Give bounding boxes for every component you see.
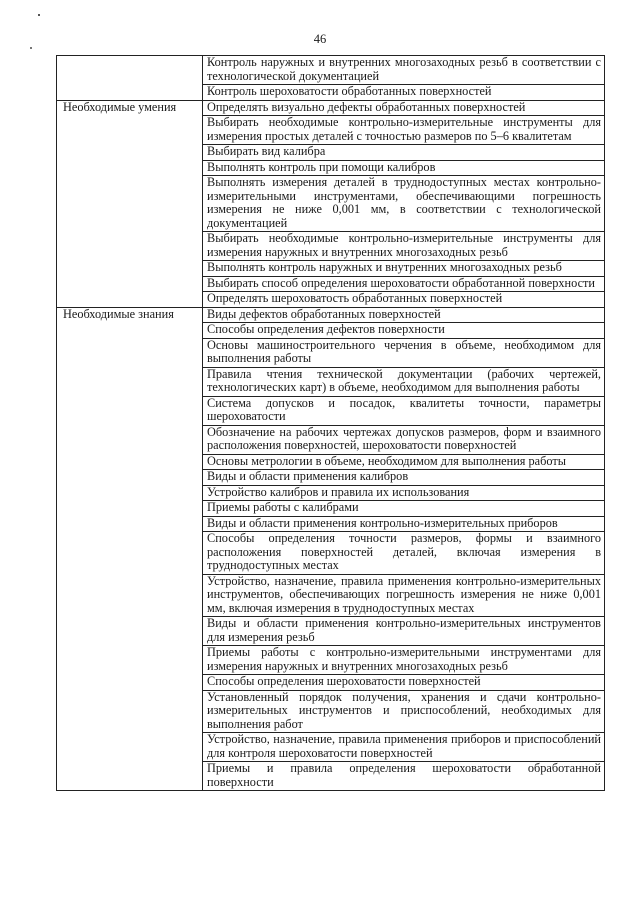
section-heading-cell-empty: [57, 762, 203, 791]
section-heading-cell-empty: [57, 675, 203, 691]
table-row: [57, 261, 605, 277]
section-heading-cell-empty: [57, 145, 203, 161]
section-heading: Необходимые умения: [57, 100, 203, 116]
scan-speck: [30, 47, 32, 49]
section-heading-cell-empty: [57, 261, 203, 277]
table-row: [57, 160, 605, 176]
requirement-item: Основы метрологии в объеме, необходимом для выполнения работы: [203, 454, 605, 470]
table-row: [57, 176, 605, 232]
requirement-item: Контроль наружных и внутренних многозаходных резьб в соответствии с технологической документацией: [203, 56, 605, 85]
section-heading-cell-empty: [57, 276, 203, 292]
section-heading-cell-empty: [57, 617, 203, 646]
section-heading-cell-empty: [57, 85, 203, 101]
table-row: [57, 646, 605, 675]
section-heading-cell-empty: [57, 160, 203, 176]
requirement-item: Приемы работы с контрольно-измерительными инструментами для измерения наружных и внутренних многозаходных резьб: [203, 646, 605, 675]
section-heading: [57, 56, 203, 85]
table-row: [57, 276, 605, 292]
table-row: [57, 690, 605, 733]
table-row: [57, 617, 605, 646]
requirement-item: Устройство, назначение, правила применения приборов и приспособлений для контроля шероховатости поверхностей: [203, 733, 605, 762]
requirement-item: Определять шероховатость обработанных поверхностей: [203, 292, 605, 308]
table-row: [57, 733, 605, 762]
section-heading-cell-empty: [57, 733, 203, 762]
table-row: [57, 100, 605, 116]
requirement-item: Способы определения точности размеров, формы и взаимного расположения поверхностей деталей, включая измерения в труднодоступных местах: [203, 532, 605, 575]
requirement-item: Выполнять измерения деталей в труднодоступных местах контрольно-измерительными инструментами, обеспечивающими погрешность измерения не ниже 0,001 мм, в соответствии с технологической документацией: [203, 176, 605, 232]
table-row: [57, 425, 605, 454]
requirement-item: Выбирать способ определения шероховатости обработанной поверхности: [203, 276, 605, 292]
requirement-item: Виды и области применения калибров: [203, 470, 605, 486]
table-row: [57, 85, 605, 101]
requirement-item: Виды и области применения контрольно-измерительных приборов: [203, 516, 605, 532]
page-number: 46: [313, 32, 327, 46]
section-heading-cell-empty: [57, 501, 203, 517]
section-heading-cell-empty: [57, 116, 203, 145]
table-row: [57, 367, 605, 396]
table-row: [57, 56, 605, 85]
requirement-item: Основы машиностроительного черчения в объеме, необходимом для выполнения работы: [203, 338, 605, 367]
requirements-table: [56, 55, 605, 791]
table-row: [57, 532, 605, 575]
section-heading-cell-empty: [57, 454, 203, 470]
requirement-item: Устройство калибров и правила их использования: [203, 485, 605, 501]
table-row: [57, 116, 605, 145]
section-heading-cell-empty: [57, 485, 203, 501]
section-heading-cell-empty: [57, 323, 203, 339]
table-row: [57, 485, 605, 501]
requirements-table-body: [57, 56, 605, 791]
section-heading-cell-empty: [57, 516, 203, 532]
requirement-item: Установленный порядок получения, хранения и сдачи контрольно-измерительных инструментов и приспособлений, необходимых для выполнения работ: [203, 690, 605, 733]
requirement-item: Выбирать необходимые контрольно-измерительные инструменты для измерения простых деталей с точностью размеров по 5–6 квалитетам: [203, 116, 605, 145]
requirement-item: Выбирать вид калибра: [203, 145, 605, 161]
requirement-item: Виды и области применения контрольно-измерительных инструментов для измерения резьб: [203, 617, 605, 646]
requirement-item: Обозначение на рабочих чертежах допусков размеров, форм и взаимного расположения поверхностей, шероховатости поверхностей: [203, 425, 605, 454]
section-heading-cell-empty: [57, 690, 203, 733]
requirement-item: Выполнять контроль при помощи калибров: [203, 160, 605, 176]
table-row: [57, 762, 605, 791]
table-row: [57, 574, 605, 617]
requirement-item: Способы определения дефектов поверхности: [203, 323, 605, 339]
section-heading-cell-empty: [57, 338, 203, 367]
table-row: [57, 470, 605, 486]
section-heading-cell-empty: [57, 232, 203, 261]
table-row: [57, 396, 605, 425]
section-heading-cell-empty: [57, 574, 203, 617]
table-row: [57, 454, 605, 470]
table-row: [57, 145, 605, 161]
requirement-item: Приемы работы с калибрами: [203, 501, 605, 517]
table-row: [57, 232, 605, 261]
section-heading-cell-empty: [57, 425, 203, 454]
table-row: [57, 501, 605, 517]
table-row: [57, 516, 605, 532]
scan-speck: [38, 14, 40, 16]
table-row: [57, 323, 605, 339]
section-heading-cell-empty: [57, 292, 203, 308]
requirement-item: Определять визуально дефекты обработанных поверхностей: [203, 100, 605, 116]
section-heading-cell-empty: [57, 396, 203, 425]
table-row: [57, 675, 605, 691]
requirement-item: Контроль шероховатости обработанных поверхностей: [203, 85, 605, 101]
table-row: [57, 292, 605, 308]
requirement-item: Устройство, назначение, правила применения контрольно-измерительных инструментов, обеспечивающих погрешность измерения не ниже 0,001 мм, включая измерения в труднодоступных местах: [203, 574, 605, 617]
requirement-item: Правила чтения технической документации (рабочих чертежей, технологических карт) в объеме, необходимом для выполнения работы: [203, 367, 605, 396]
section-heading-cell-empty: [57, 646, 203, 675]
requirement-item: Выбирать необходимые контрольно-измерительные инструменты для измерения наружных и внутренних многозаходных резьб: [203, 232, 605, 261]
requirement-item: Выполнять контроль наружных и внутренних многозаходных резьб: [203, 261, 605, 277]
table-row: [57, 338, 605, 367]
section-heading: Необходимые знания: [57, 307, 203, 323]
section-heading-cell-empty: [57, 532, 203, 575]
section-heading-cell-empty: [57, 470, 203, 486]
requirement-item: Приемы и правила определения шероховатости обработанной поверхности: [203, 762, 605, 791]
section-heading-cell-empty: [57, 367, 203, 396]
requirement-item: Способы определения шероховатости поверхностей: [203, 675, 605, 691]
requirement-item: Виды дефектов обработанных поверхностей: [203, 307, 605, 323]
requirement-item: Система допусков и посадок, квалитеты точности, параметры шероховатости: [203, 396, 605, 425]
section-heading-cell-empty: [57, 176, 203, 232]
table-row: [57, 307, 605, 323]
